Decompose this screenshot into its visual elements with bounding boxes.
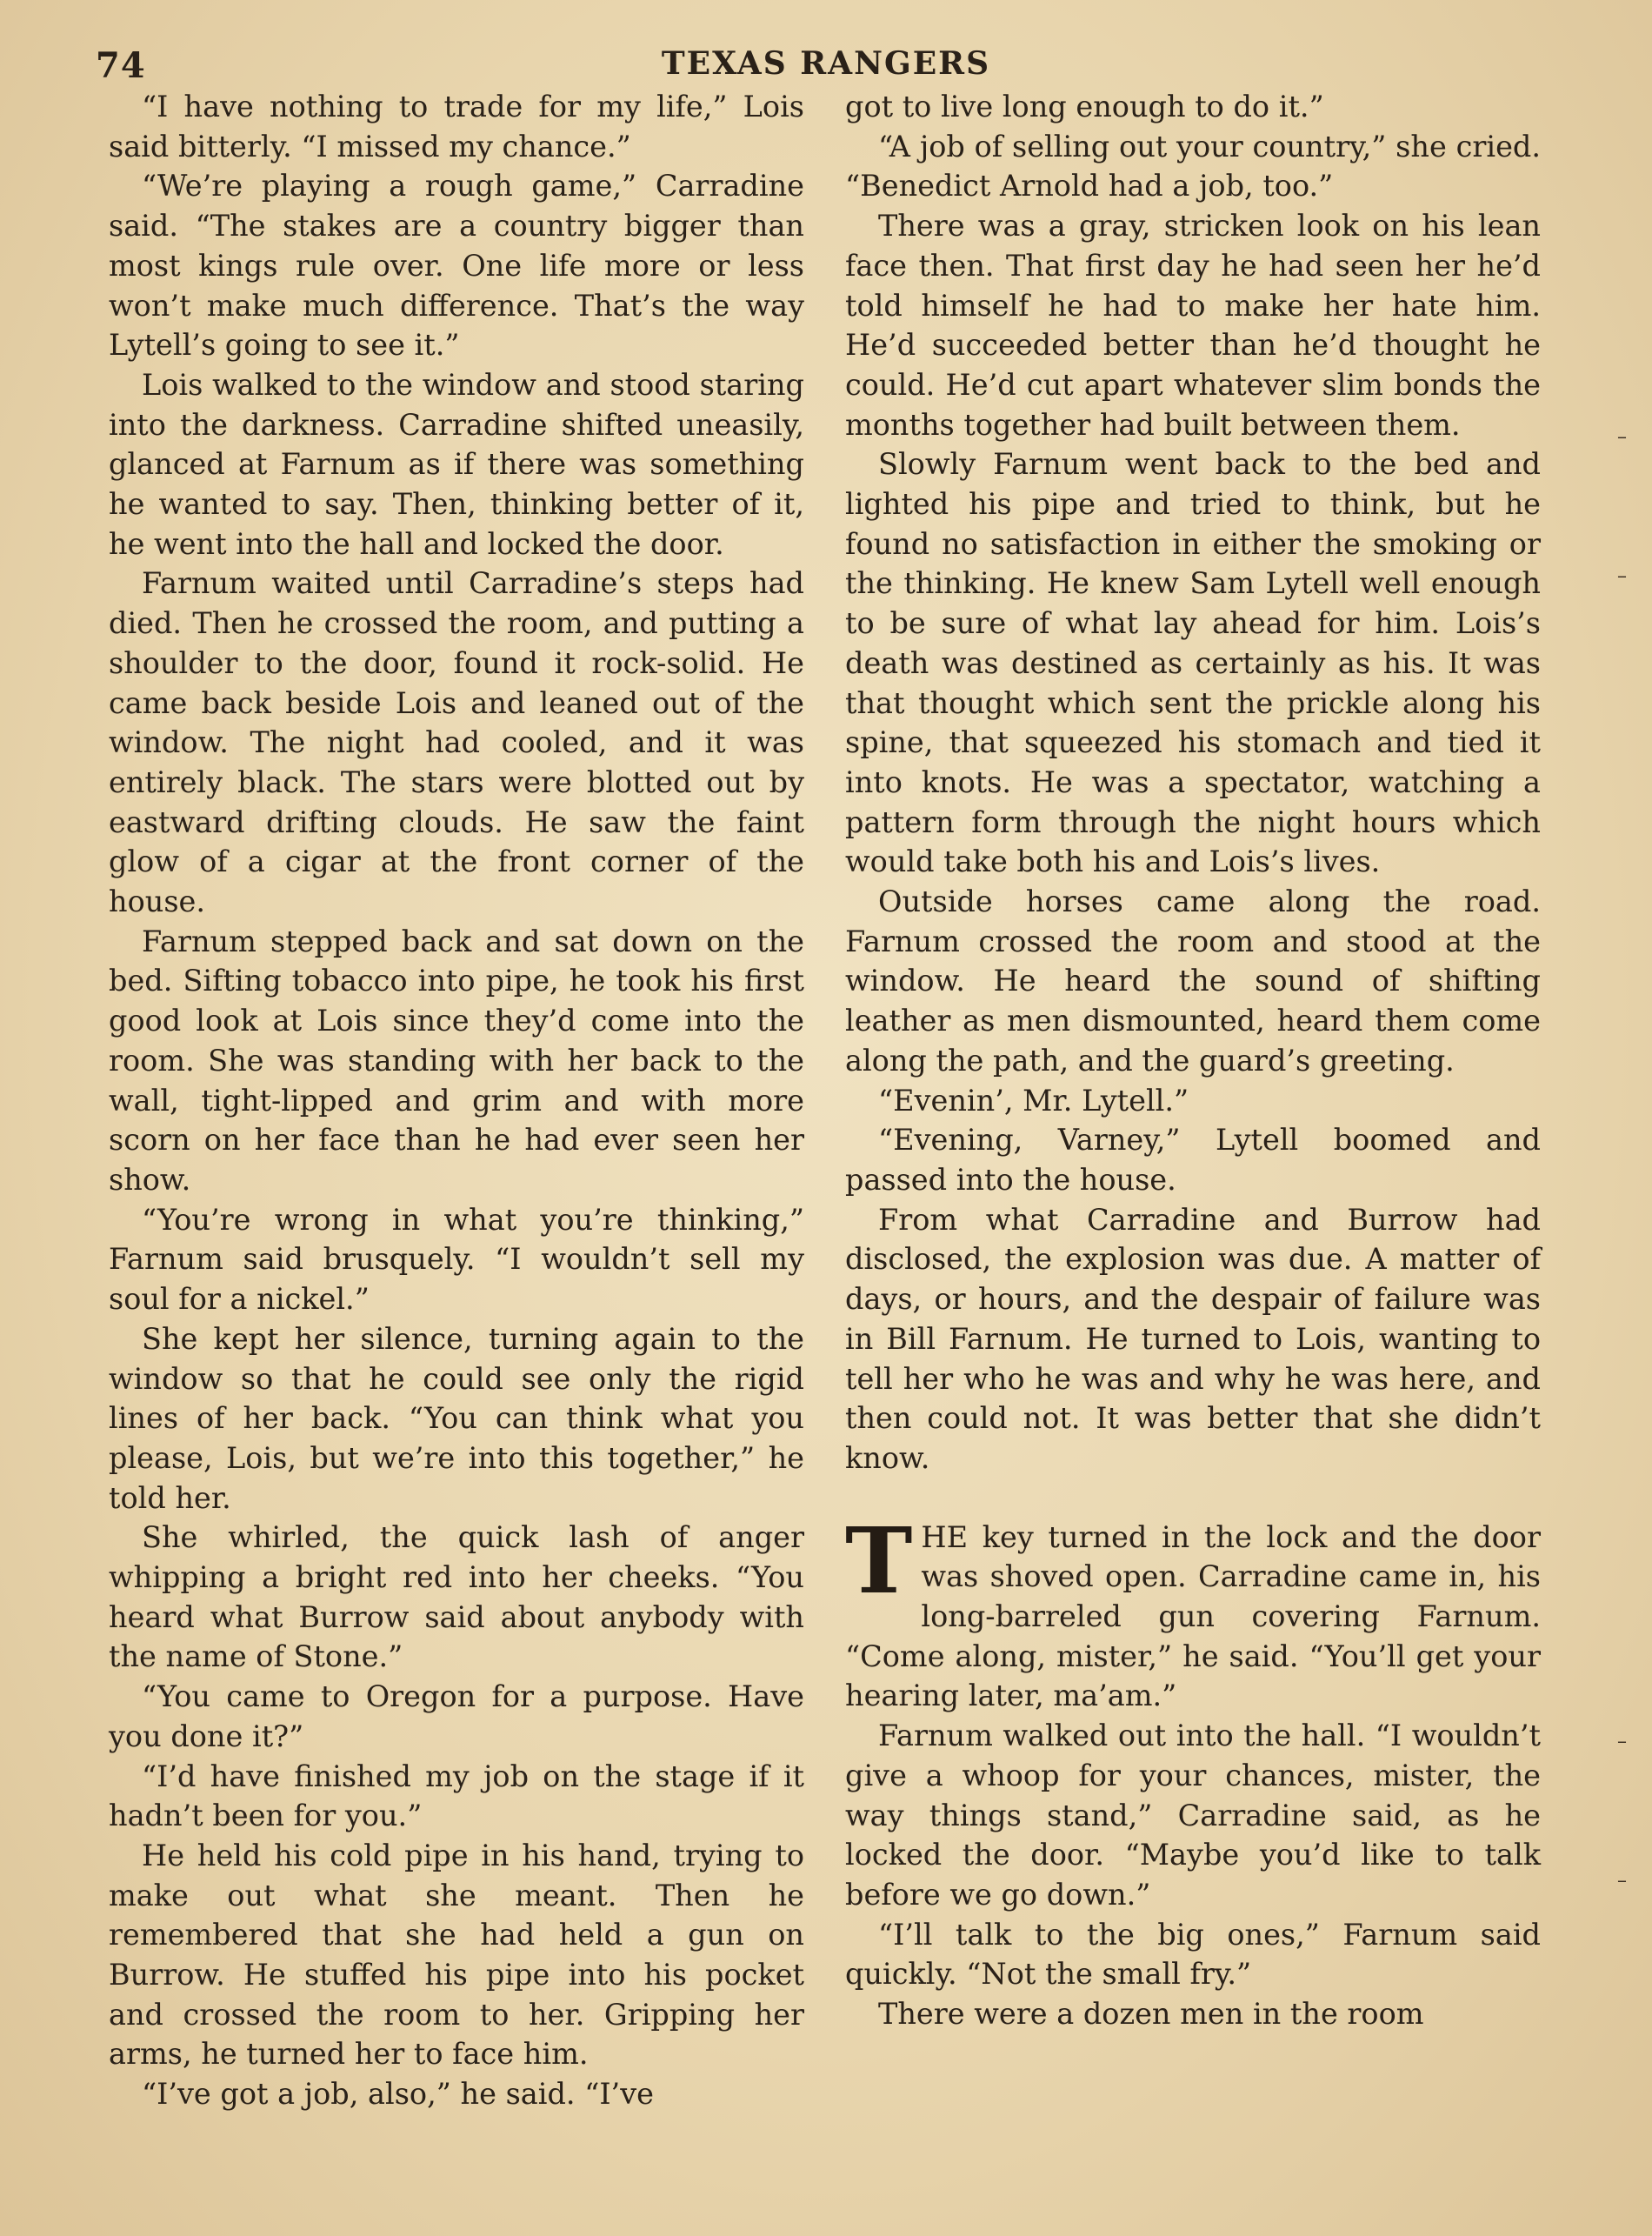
paragraph: She whirled, the quick lash of anger whipping a bright red into her cheeks. “You heard what Burrow said about anybody with the name of Stone.” xyxy=(109,1520,804,1674)
margin-mark: – xyxy=(1617,426,1627,448)
margin-mark: – xyxy=(1617,565,1627,587)
paragraph: Slowly Farnum went back to the bed and lighted his pipe and tried to think, but he found no satisfaction in either the smoking or the thinking. He knew Sam Lytell well enough to be sure of what lay ahead for him. Lois’s death was destined as certainly as his. It was that thought which sent the prickle along his spine, that squeezed his stomach and tied it into knots. He was a spectator, watching a pattern form through the night hours which would take both his and Lois’s lives. xyxy=(845,447,1541,879)
margin-mark: – xyxy=(1617,1870,1627,1892)
right-column xyxy=(845,87,1541,2034)
paragraph: “I’ll talk to the big ones,” Farnum said quickly. “Not the small fry.” xyxy=(845,1917,1541,1992)
paragraph: She kept her silence, turning again to the window so that he could see only the rigid lines of her back. “You can think what you please, Lois, but we’re into this together,” he told her. xyxy=(109,1321,804,1515)
paragraph: “You came to Oregon for a purpose. Have you done it?” xyxy=(109,1679,804,1753)
paragraph: “A job of selling out your country,” she cried. “Benedict Arnold had a job, too.” xyxy=(845,129,1541,204)
paragraph: “I have nothing to trade for my life,” Lois said bitterly. “I missed my chance.” xyxy=(109,90,804,164)
paragraph: “I’ve got a job, also,” he said. “I’ve xyxy=(142,2077,654,2112)
paragraph-continuation: got to live long enough to do it.” xyxy=(845,90,1324,123)
page-number: 74 xyxy=(96,45,146,86)
paragraph: “We’re playing a rough game,” Carradine said. “The stakes are a country bigger than most kings rule over. One life more or less won’t make much difference. That’s the way Lytell’s going to see it.” xyxy=(109,169,804,363)
paragraph: Lois walked to the window and stood staring into the darkness. Carradine shifted uneasily, glanced at Farnum as if there was something he wanted to say. Then, thinking better of it, he went into the hall and locked the door. xyxy=(109,367,804,561)
paragraph: He held his cold pipe in his hand, trying to make out what she meant. Then he remembered that she had held a gun on Burrow. He stuffed his pipe into his pocket and crossed the room to her. Gripping her arms, he turned her to face him. xyxy=(109,1838,804,2072)
paragraph: “Evenin’, Mr. Lytell.” xyxy=(878,1083,1189,1118)
left-column xyxy=(109,87,804,2114)
paragraph: Farnum walked out into the hall. “I wouldn’t give a whoop for your chances, mister, the way things stand,” Carradine said, as he locked the door. “Maybe you’d like to talk before we go down.” xyxy=(845,1719,1541,1912)
paragraph: “I’d have finished my job on the stage if it hadn’t been for you.” xyxy=(109,1759,804,1833)
paragraph: There were a dozen men in the room xyxy=(878,1997,1424,2032)
section-opening-paragraph xyxy=(845,1506,1541,1717)
running-title: TEXAS RANGERS xyxy=(661,45,991,82)
paragraph: Farnum waited until Carradine’s steps had died. Then he crossed the room, and putting a shoulder to the door, found it rock-solid. He came back beside Lois and leaned out of the window. The night had cooled, and it was entirely black. The stars were blotted out by eastward drifting clouds. He saw the faint glow of a cigar at the front corner of the house. xyxy=(109,566,804,919)
paragraph: From what Carradine and Burrow had disclosed, the explosion was due. A matter of days, or hours, and the despair of failure was in Bill Farnum. He turned to Lois, wanting to tell her who he was and why he was here, and then could not. It was better that she didn’t know. xyxy=(845,1202,1541,1475)
drop-cap: T xyxy=(845,1506,913,1614)
paragraph: “Evening, Varney,” Lytell boomed and passed into the house. xyxy=(845,1123,1541,1197)
margin-mark: – xyxy=(1617,1731,1627,1752)
section-opening-text: HE key turned in the lock and the door was shoved open. Carradine came in, his long-barreled gun covering Farnum. “Come along, mister,” he said. “You’ll get your hearing later, ma’am.” xyxy=(845,1519,1541,1713)
paragraph: There was a gray, stricken look on his lean face then. That first day he had seen her he’d told himself he had to make her hate him. He’d succeeded better than he’d thought he could. He’d cut apart whatever slim bonds the months together had built between them. xyxy=(845,209,1541,442)
paragraph: “You’re wrong in what you’re thinking,” Farnum said brusquely. “I wouldn’t sell my soul for a nickel.” xyxy=(109,1202,804,1317)
paragraph: Outside horses came along the road. Farnum crossed the room and stood at the window. He heard the sound of shifting leather as men dismounted, heard them come along the path, and the guard’s greeting. xyxy=(845,884,1541,1078)
paragraph: Farnum stepped back and sat down on the bed. Sifting tobacco into pipe, he took his first good look at Lois since they’d come into the room. She was standing with her back to the wall, tight-lipped and grim and with more scorn on her face than he had ever seen her show. xyxy=(109,924,804,1197)
